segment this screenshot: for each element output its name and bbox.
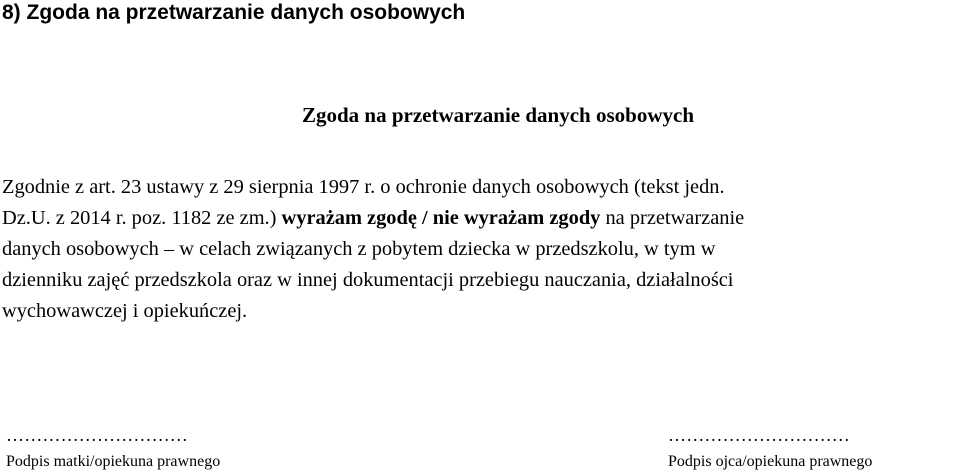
signature-caption-left: Podpis matki/opiekuna prawnego bbox=[6, 453, 221, 470]
paragraph-citation: Dz.U. z 2014 r. poz. 1182 ze zm.) bbox=[2, 207, 277, 229]
consent-choice: wyrażam zgodę / nie wyrażam zgody bbox=[281, 207, 601, 229]
paragraph-line-4: dzienniku zajęć przedszkola oraz w innej dokumentacji przebiegu nauczania, działalności bbox=[2, 269, 734, 291]
signature-line-left: ………………………… bbox=[6, 425, 188, 445]
paragraph-line-3: danych osobowych – w celach związanych z pobytem dziecka w przedszkolu, w tym w bbox=[2, 238, 716, 260]
paragraph-line-1: Zgodnie z art. 23 ustawy z 29 sierpnia 1997 r. o ochronie danych osobowych (tekst jedn. bbox=[2, 176, 725, 198]
paragraph-line-2 bbox=[2, 203, 960, 234]
signature-line-right: ………………………… bbox=[668, 425, 850, 445]
paragraph-line-5: wychowawczej i opiekuńczej. bbox=[2, 300, 248, 322]
document-title: Zgoda na przetwarzanie danych osobowych bbox=[301, 103, 695, 127]
paragraph-continuation: na przetwarzanie bbox=[605, 207, 745, 229]
signature-caption-right: Podpis ojca/opiekuna prawnego bbox=[668, 453, 873, 470]
consent-paragraph bbox=[2, 172, 960, 327]
section-heading: 8) Zgoda na przetwarzanie danych osobowych bbox=[2, 1, 466, 24]
